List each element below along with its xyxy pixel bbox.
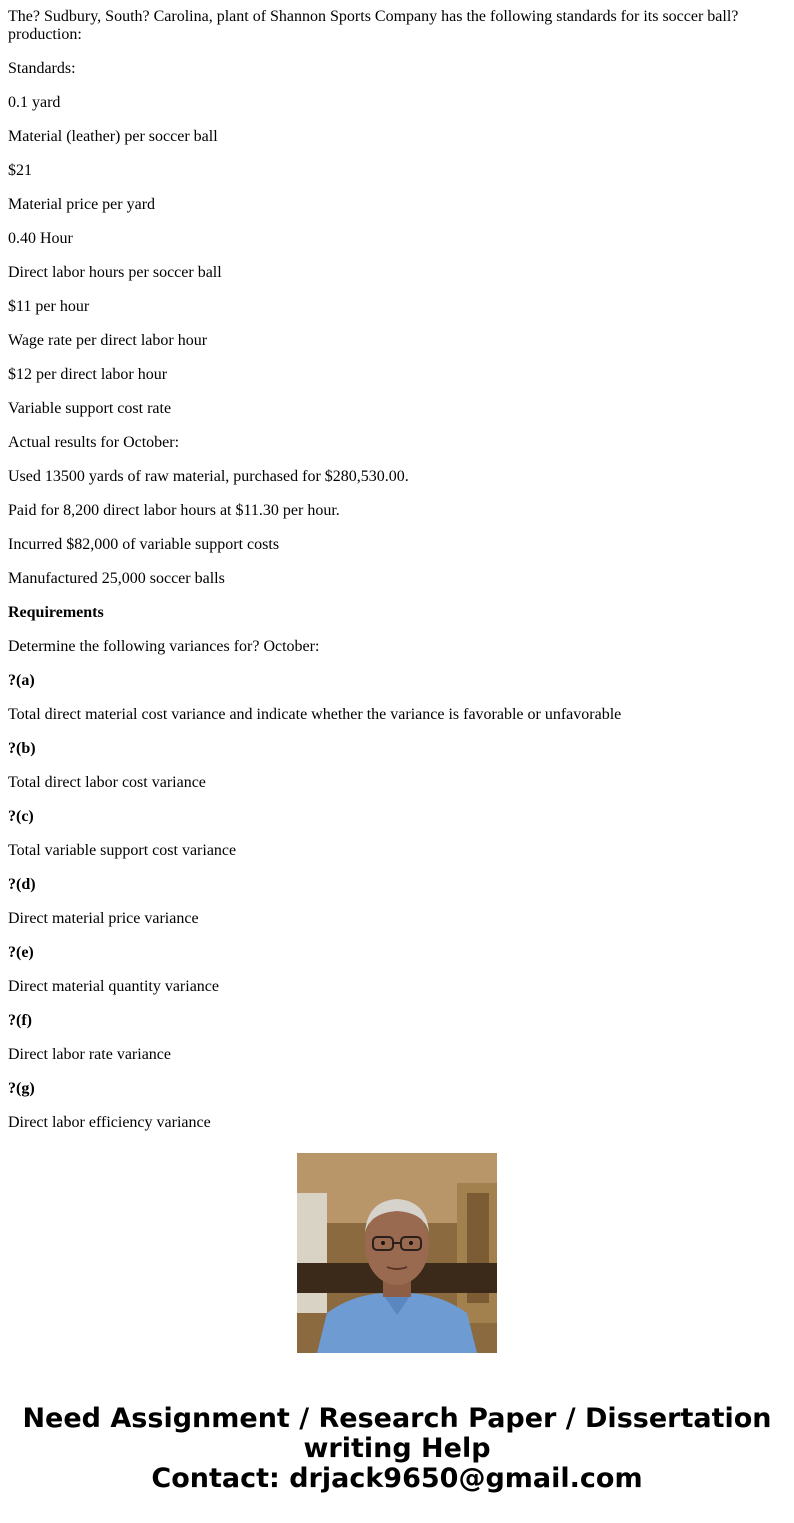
intro-paragraph: The? Sudbury, South? Carolina, plant of Shannon Sports Company has the following standards for its soccer ball? production: xyxy=(8,8,739,43)
text-line: Standards: xyxy=(8,60,76,77)
advert-contact-line: Contact: drjack9650@gmail.com xyxy=(151,1463,643,1494)
text-line: Total direct labor cost variance xyxy=(8,774,206,791)
text-line: Material price per yard xyxy=(8,196,156,213)
text-line: Determine the following variances for? October: xyxy=(8,638,320,655)
text-line: Total variable support cost variance xyxy=(8,842,237,859)
text-line: Manufactured 25,000 soccer balls xyxy=(8,570,225,587)
text-line: Incurred $82,000 of variable support costs xyxy=(8,536,280,553)
section-label: ?(f) xyxy=(8,1012,32,1029)
section-label: ?(b) xyxy=(8,740,36,757)
advert-line-1: Need Assignment / Research Paper / Dissertation xyxy=(22,1403,772,1434)
text-line: Paid for 8,200 direct labor hours at $11.30 per hour. xyxy=(8,502,340,519)
text-line: Variable support cost rate xyxy=(8,400,172,417)
text-line: Used 13500 yards of raw material, purchased for $280,530.00. xyxy=(8,468,409,485)
section-label: ?(a) xyxy=(8,672,35,689)
text-line: Total direct material cost variance and indicate whether the variance is favorable or unfavorable xyxy=(8,706,622,723)
text-line: 0.40 Hour xyxy=(8,230,73,247)
text-line: Direct material quantity variance xyxy=(8,978,220,995)
text-line: Direct labor rate variance xyxy=(8,1046,172,1063)
text-line: Wage rate per direct labor hour xyxy=(8,332,208,349)
contact-advert xyxy=(0,1404,794,1494)
advert-line-2: writing Help xyxy=(303,1433,491,1464)
section-label: ?(c) xyxy=(8,808,34,825)
author-photo xyxy=(297,1153,497,1353)
text-line: $11 per hour xyxy=(8,298,90,315)
section-label: ?(g) xyxy=(8,1080,35,1097)
document-lines xyxy=(8,60,786,1132)
portrait-image xyxy=(297,1153,497,1353)
text-line: $12 per direct labor hour xyxy=(8,366,168,383)
text-line: 0.1 yard xyxy=(8,94,61,111)
text-line: Direct labor hours per soccer ball xyxy=(8,264,222,281)
section-label: ?(e) xyxy=(8,944,34,961)
document-body xyxy=(8,0,786,1131)
text-line: Actual results for October: xyxy=(8,434,180,451)
text-line: Material (leather) per soccer ball xyxy=(8,128,218,145)
text-line: $21 xyxy=(8,162,32,179)
section-label: ?(d) xyxy=(8,876,36,893)
text-line: Direct material price variance xyxy=(8,910,199,927)
section-label: Requirements xyxy=(8,604,104,621)
text-line: Direct labor efficiency variance xyxy=(8,1114,211,1131)
